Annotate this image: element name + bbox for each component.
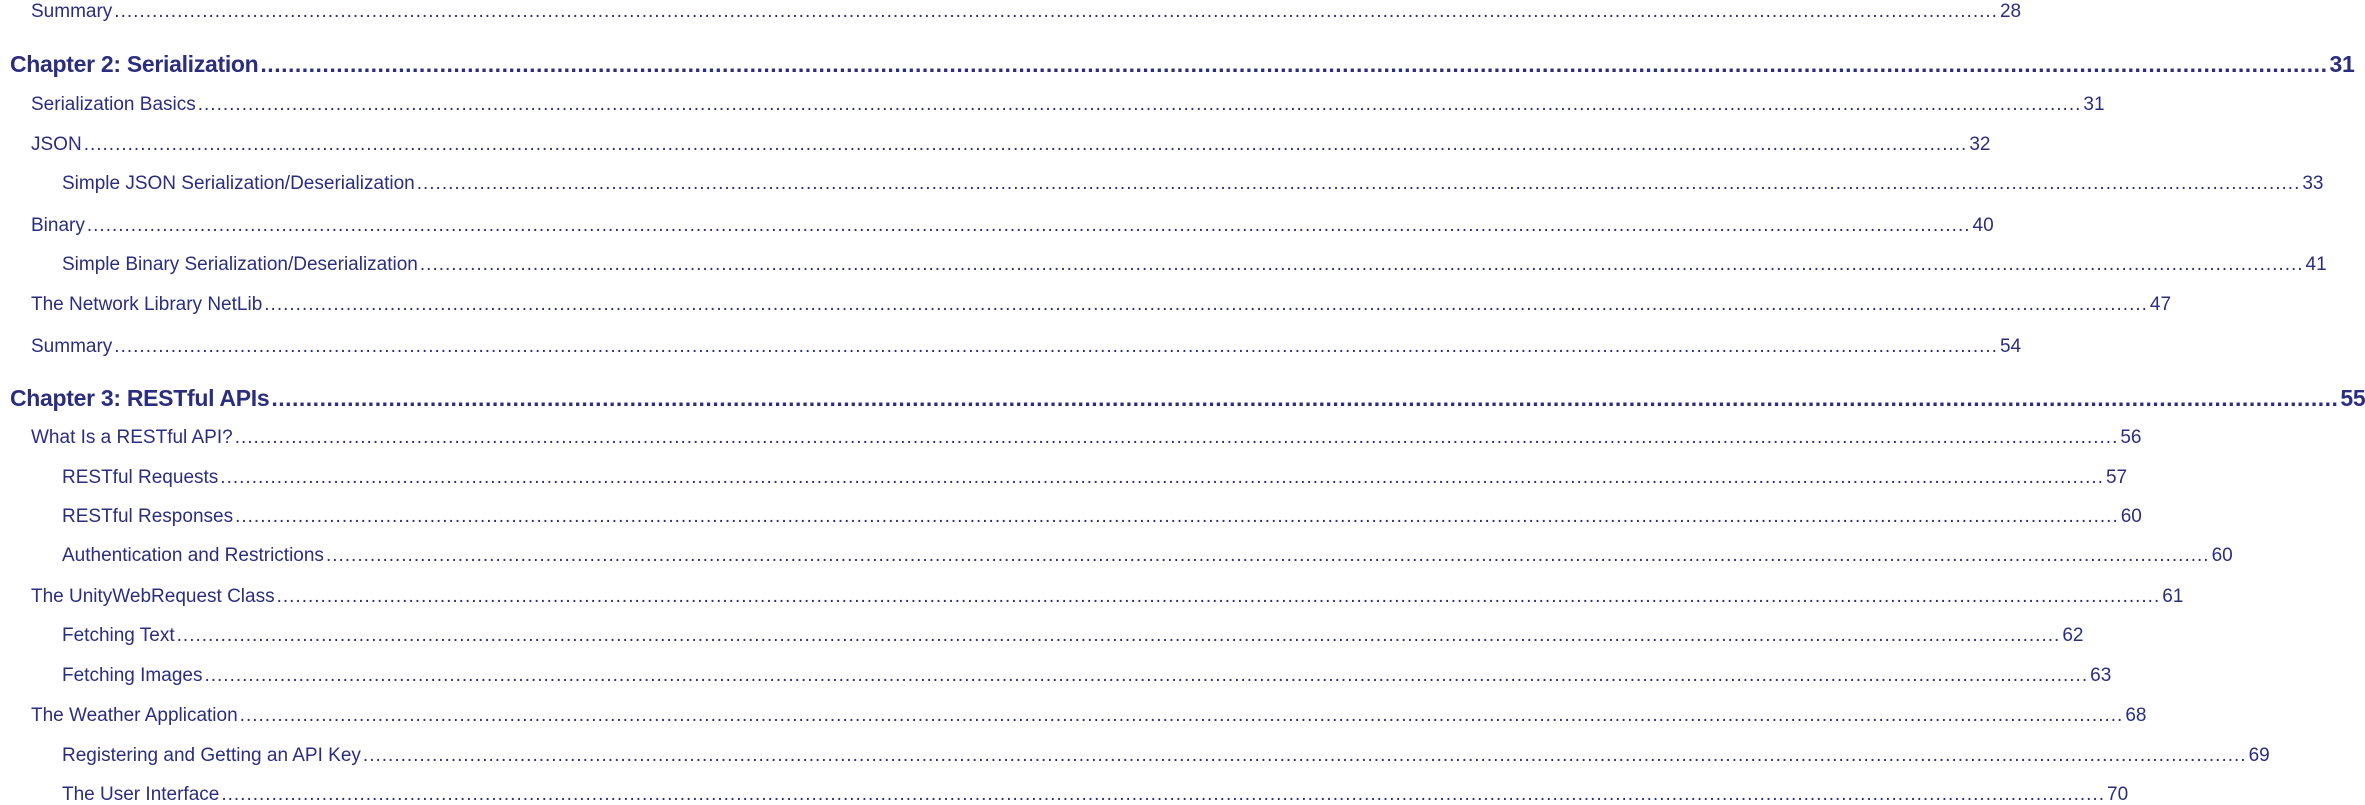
toc-entry[interactable] [31, 294, 2172, 315]
dot-leader: ............................................................................................................................................................................................................................................................................................................ [234, 427, 2119, 448]
toc-entry[interactable] [31, 1, 2022, 22]
dot-leader: ............................................................................................................................................................................................................................................................................................................ [416, 173, 2301, 194]
toc-entry-title: Binary [31, 215, 85, 236]
toc-entry[interactable] [31, 134, 1991, 155]
dot-leader: ............................................................................................................................................................................................................................................................................................................ [114, 336, 1998, 357]
toc-chapter-entry[interactable] [10, 51, 2355, 77]
toc-entry[interactable] [31, 94, 2105, 115]
toc-entry[interactable] [62, 665, 2112, 686]
toc-entry-title: Simple JSON Serialization/Deserialization [62, 173, 415, 194]
toc-entry-page-number: 69 [2248, 745, 2270, 766]
dot-leader: ............................................................................................................................................................................................................................................................................................................ [86, 215, 1971, 236]
toc-entry-page-number: 41 [2305, 254, 2327, 275]
toc-entry[interactable] [31, 215, 1994, 236]
dot-leader: ............................................................................................................................................................................................................................................................................................................ [114, 1, 1998, 22]
toc-entry[interactable] [62, 784, 2129, 805]
toc-entry[interactable] [62, 173, 2324, 194]
toc-entry-page-number: 60 [2120, 506, 2142, 527]
toc-entry-page-number: 28 [1999, 1, 2022, 22]
dot-leader: ............................................................................................................................................................................................................................................................................................................ [264, 294, 2148, 315]
toc-entry-title: JSON [31, 134, 82, 155]
toc-entry-title: Summary [31, 336, 113, 357]
toc-chapter-entry[interactable] [10, 385, 2365, 411]
dot-leader: ............................................................................................................................................................................................................................................................................................................ [235, 506, 2119, 527]
toc-entry-page-number: 40 [1972, 215, 1994, 236]
toc-entry[interactable] [62, 625, 2084, 646]
dot-leader: ............................................................................................................................................................................................................................................................................................................ [204, 665, 2089, 686]
toc-entry-page-number: 32 [1969, 134, 1991, 155]
dot-leader: ............................................................................................................................................................................................................................................................................................................ [325, 545, 2210, 566]
toc-entry-title: RESTful Requests [62, 467, 219, 488]
toc-entry-page-number: 55 [2340, 385, 2365, 411]
dot-leader: ............................................................................................................................................................................................................................................................................................................ [239, 705, 2124, 726]
toc-entry-page-number: 31 [2329, 51, 2355, 77]
toc-entry-page-number: 63 [2090, 665, 2112, 686]
toc-entry-title: Chapter 3: RESTful APIs [10, 385, 270, 411]
toc-entry-page-number: 47 [2149, 294, 2172, 315]
dot-leader: ............................................................................................................................................................................................................................................................................................................ [362, 745, 2247, 766]
dot-leader: ............................................................................................................................................................................................................................................................................................................ [276, 586, 2161, 607]
toc-entry-title: Registering and Getting an API Key [62, 745, 361, 766]
toc-entry-page-number: 62 [2062, 625, 2084, 646]
toc-entry[interactable] [31, 336, 2022, 357]
toc-entry-page-number: 60 [2211, 545, 2233, 566]
toc-entry-title: What Is a RESTful API? [31, 427, 233, 448]
toc-entry-page-number: 57 [2105, 467, 2128, 488]
toc-entry[interactable] [62, 254, 2327, 275]
toc-entry-title: Fetching Text [62, 625, 175, 646]
toc-entry-title: Summary [31, 1, 113, 22]
toc-entry-title: The UnityWebRequest Class [31, 586, 275, 607]
toc-entry-title: Fetching Images [62, 665, 203, 686]
toc-entry[interactable] [62, 467, 2128, 488]
dot-leader: ............................................................................................................................................................................................................................................................................................................ [220, 467, 2104, 488]
toc-entry-title: The User Interface [62, 784, 220, 805]
toc-entry-page-number: 70 [2107, 784, 2129, 805]
dot-leader: ............................................................................................................................................................................................................................................................................................................ [176, 625, 2061, 646]
toc-entry[interactable] [62, 545, 2233, 566]
toc-entry-page-number: 54 [1999, 336, 2022, 357]
dot-leader: ............................................................................................................................................................................................................................................................................................................ [419, 254, 2304, 275]
toc-entry-title: Simple Binary Serialization/Deserialization [62, 254, 418, 275]
dot-leader: ............................................................................................................................................................................................................................................................................................................ [83, 134, 1968, 155]
dot-leader: ............................................................................................................................................................................................................................................................................................................ [197, 94, 2082, 115]
toc-entry-page-number: 68 [2125, 705, 2147, 726]
dot-leader: ............................................................................................................................................................................................................................................................................................................ [221, 784, 2105, 805]
toc-entry-title: The Weather Application [31, 705, 238, 726]
toc-entry[interactable] [62, 506, 2142, 527]
toc-entry-page-number: 56 [2120, 427, 2142, 448]
toc-entry-title: Serialization Basics [31, 94, 196, 115]
toc-entry[interactable] [31, 586, 2184, 607]
dot-leader: ............................................................................................................................................................................................................................................................................................................ [271, 385, 2339, 411]
dot-leader: ............................................................................................................................................................................................................................................................................................................ [260, 51, 2328, 77]
toc-entry-page-number: 31 [2083, 94, 2105, 115]
toc-entry-title: Chapter 2: Serialization [10, 51, 259, 77]
toc-entry-page-number: 33 [2302, 173, 2324, 194]
toc-entry[interactable] [31, 705, 2147, 726]
toc-entry[interactable] [31, 427, 2142, 448]
toc-entry-title: RESTful Responses [62, 506, 234, 527]
toc-entry-title: The Network Library NetLib [31, 294, 263, 315]
toc-entry-page-number: 61 [2162, 586, 2184, 607]
toc-entry-title: Authentication and Restrictions [62, 545, 324, 566]
toc-entry[interactable] [62, 745, 2270, 766]
